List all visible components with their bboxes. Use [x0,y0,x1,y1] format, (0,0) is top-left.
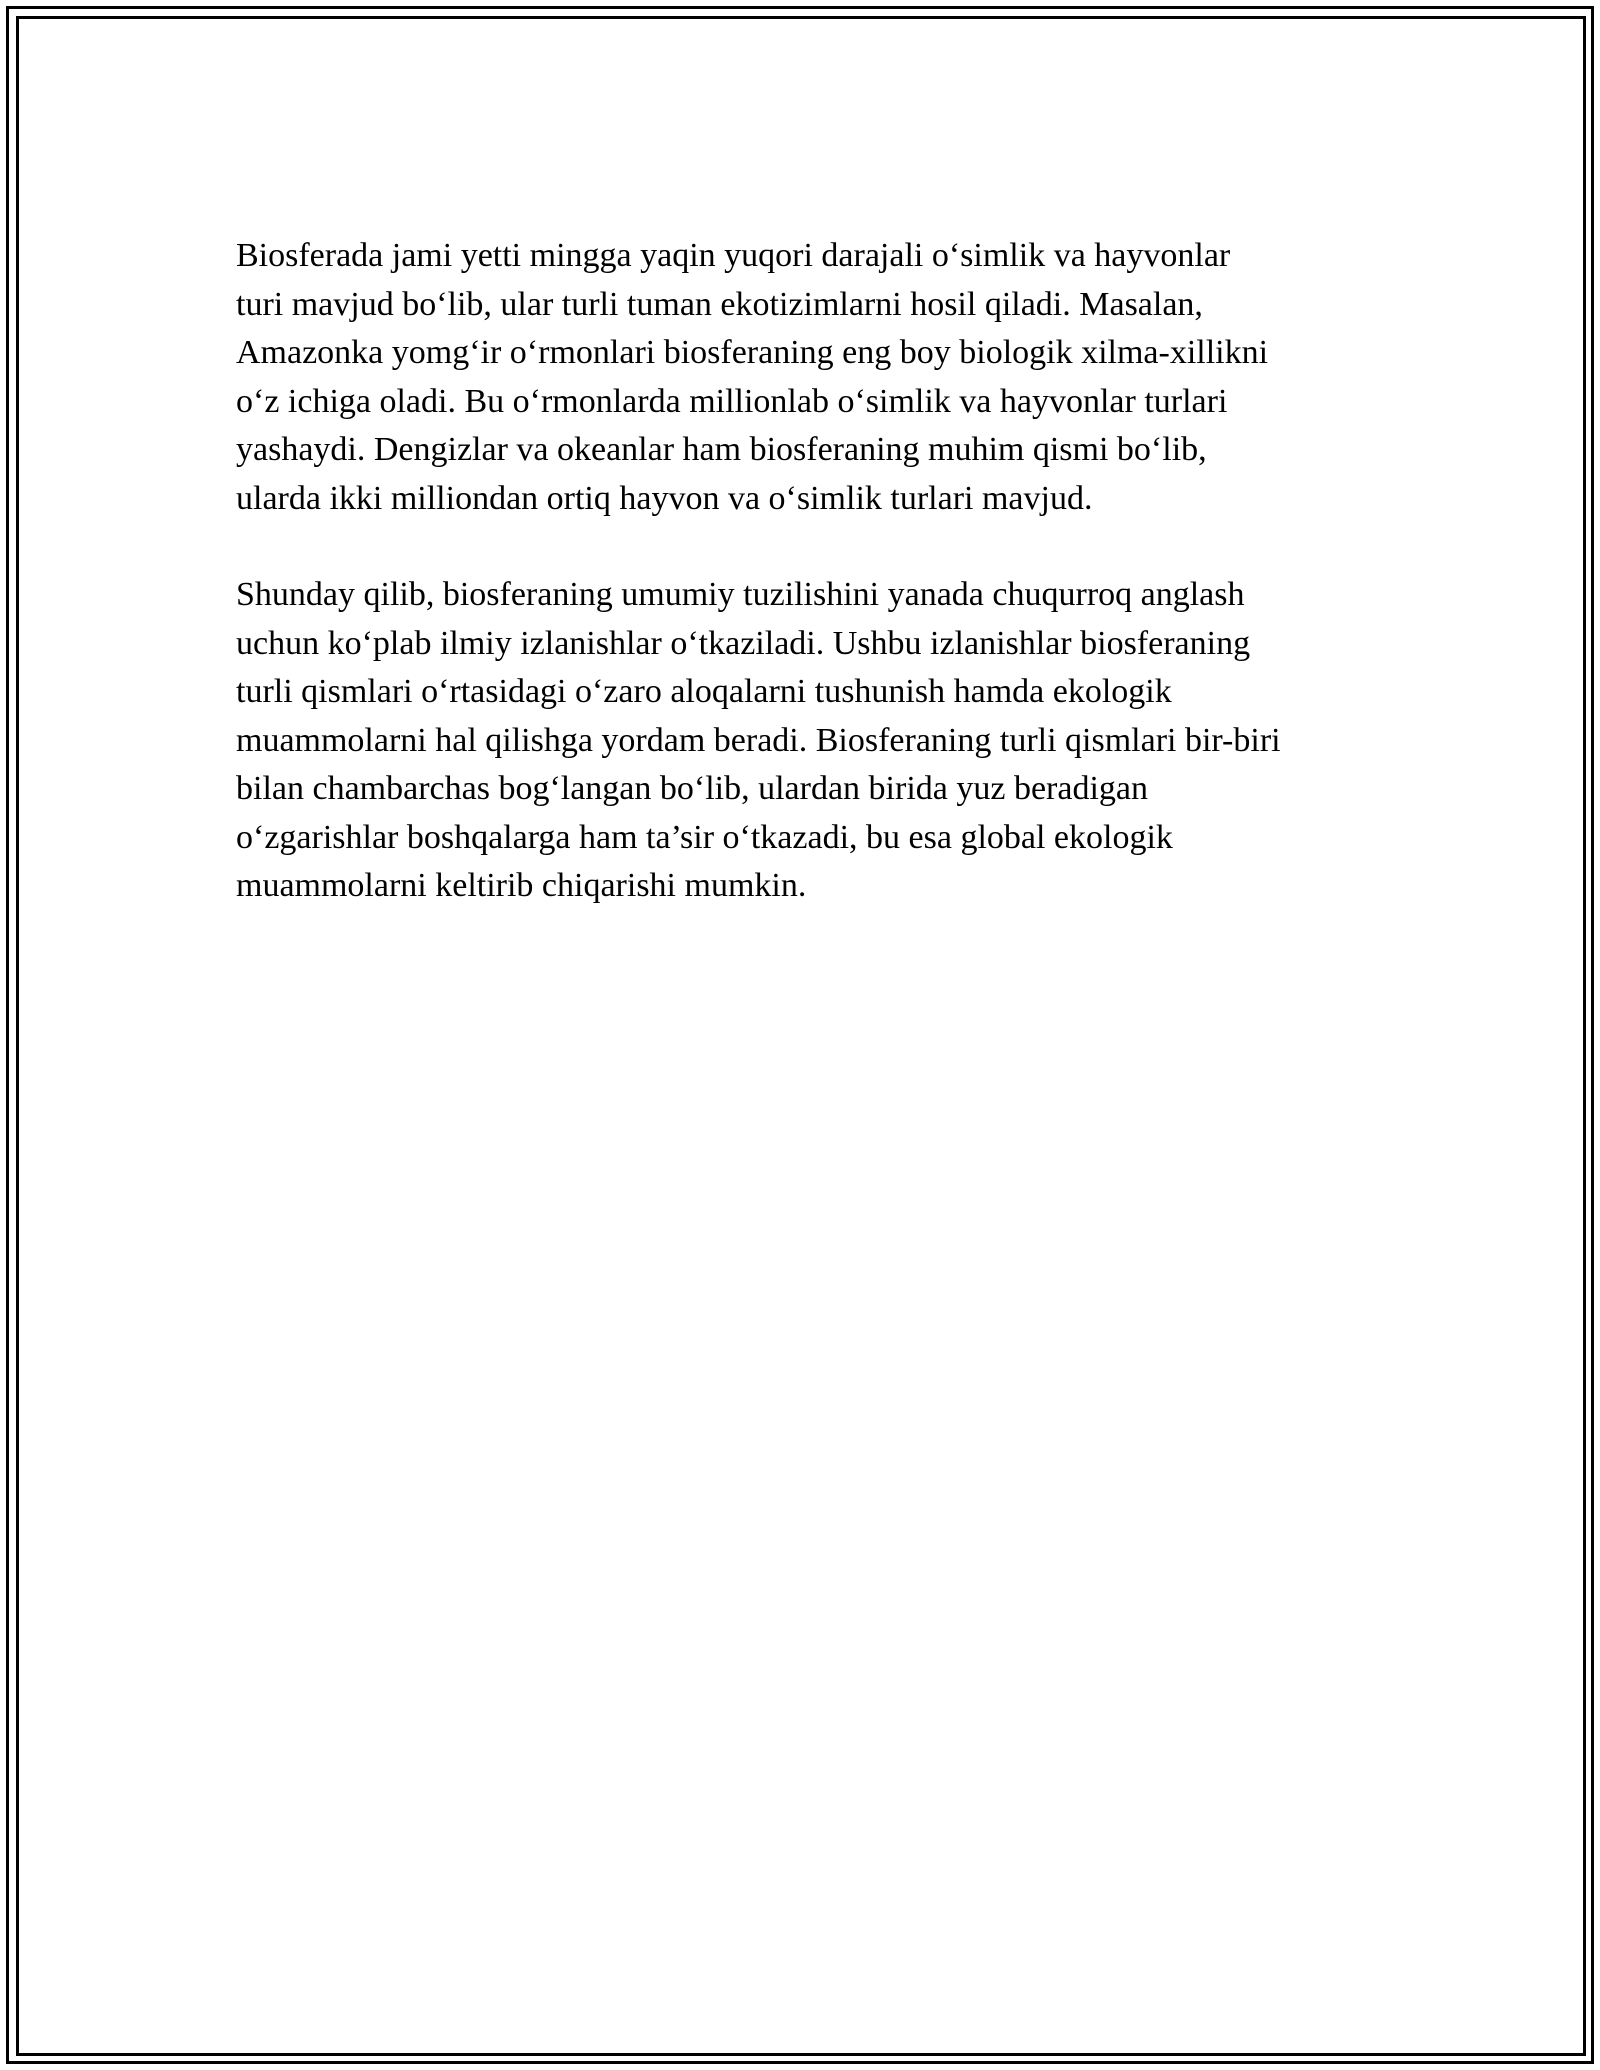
document-body [236,232,1376,959]
paragraph-1: Biosferada jami yetti mingga yaqin yuqori darajali o‘simlik va hayvonlar turi mavjud bo‘lib, ular turli tuman ekotizimlarni hosil qiladi. Masalan, Amazonka yomg‘ir o‘rmonlari biosferaning eng boy biologik xilma-xillikni o‘z ichiga oladi. Bu o‘rmonlarda millionlab o‘simlik va hayvonlar turlari yashaydi. Dengizlar va okeanlar ham biosferaning muhim qismi bo‘lib, ularda ikki milliondan ortiq hayvon va o‘simlik turlari mavjud. [236,237,1269,517]
paragraph-2: Shunday qilib, biosferaning umumiy tuzilishini yanada chuqurroq anglash uchun ko‘plab ilmiy izlanishlar o‘tkaziladi. Ushbu izlanishlar biosferaning turli qismlari o‘rtasidagi o‘zaro aloqalarni tushunish hamda ekologik muammolarni hal qilishga yordam beradi. Biosferaning turli qismlari bir-biri bilan chambarchas bog‘langan bo‘lib, ulardan birida yuz beradigan o‘zgarishlar boshqalarga ham ta’sir o‘tkazadi, bu esa global ekologik muammolarni keltirib chiqarishi mumkin. [236,576,1281,904]
